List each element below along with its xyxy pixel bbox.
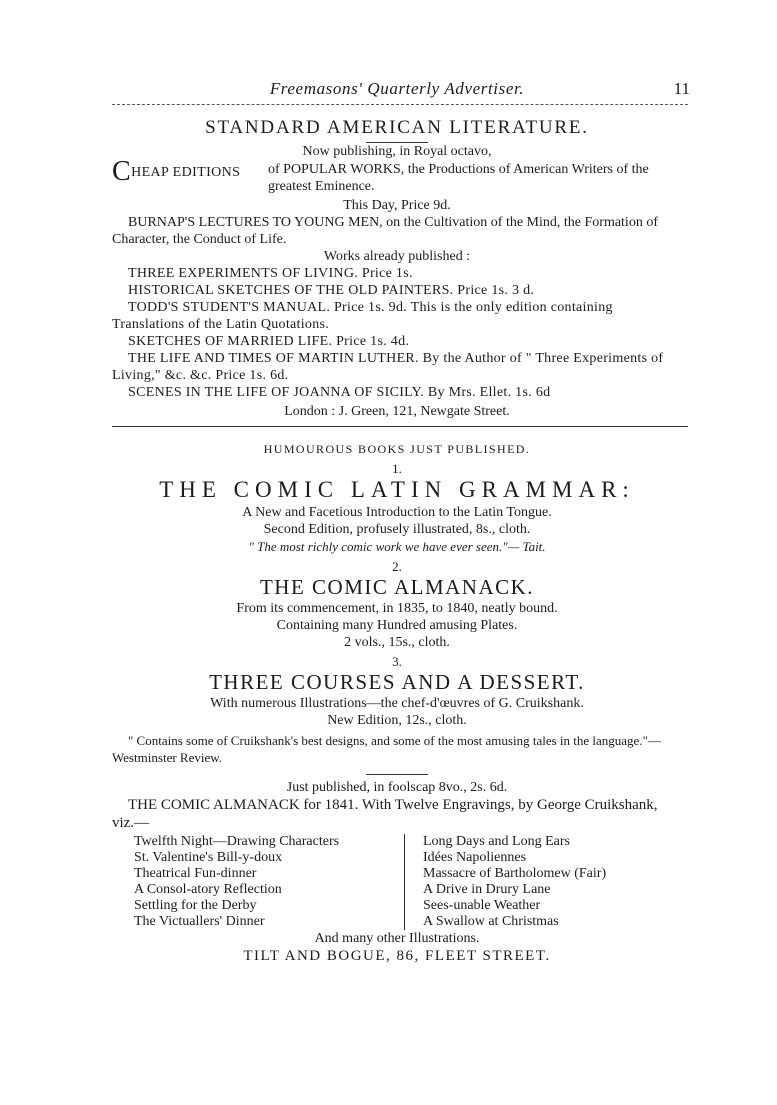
item-number: 2. [392,559,402,574]
comic-grammar-subtitle: A New and Facetious Introduction to the Latin Tongue. [242,505,552,520]
just-published-note: Just published, in foolscap 8vo., 2s. 6d. [286,780,508,795]
publishing-note: Now publishing, in Royal octavo, [302,144,492,159]
burnap-entry: BURNAP'S LECTURES TO YOUNG MEN, on the Cultivation of the Mind, the Formation of Character, the Conduct of Life. [112,215,658,247]
engraving-title: Settling for the Derby [134,898,257,913]
section-rule [112,426,688,427]
cheap-editions-label: HEAP EDITIONS [131,165,241,180]
engraving-title: Massacre of Bartholomew (Fair) [423,866,607,881]
book-entry: THREE EXPERIMENTS OF LIVING. Price 1s. [128,266,413,281]
almanack-1841-title: THE COMIC ALMANACK for 1841. With Twelve Engravings, by George Cruikshank, viz.— [112,797,658,831]
engraving-title: A Swallow at Christmas [423,914,559,929]
book-entry: TODD'S STUDENT'S MANUAL. Price 1s. 9d. This is the only edition containing Translations of the Latin Quotations. [112,300,613,332]
engraving-title: Idées Napoliennes [423,850,527,865]
comic-grammar-title: THE COMIC LATIN GRAMMAR: [159,477,635,502]
comic-grammar-edition: Second Edition, profusely illustrated, 8s., cloth. [263,522,531,537]
humourous-heading: HUMOUROUS BOOKS JUST PUBLISHED. [263,442,531,456]
green-publisher: London : J. Green, 121, Newgate Street. [284,404,510,419]
engraving-title: A Consol-atory Reflection [134,882,282,897]
running-title: Freemasons' Quarterly Advertiser. [269,79,525,98]
cheap-editions-block [112,156,682,195]
cheap-editions-lead [112,156,272,187]
courses-title: THREE COURSES AND A DESSERT. [209,670,585,694]
engraving-title: The Victuallers' Dinner [134,914,265,929]
book-entry: SCENES IN THE LIFE OF JOANNA OF SICILY. By Mrs. Ellet. 1s. 6d [128,385,551,400]
almanack-vols: 2 vols., 15s., cloth. [344,635,450,650]
standard-title: STANDARD AMERICAN LITERATURE. [205,117,589,138]
book-entry: THE LIFE AND TIMES OF MARTIN LUTHER. By the Author of " Three Experiments of Living," &c. &c. Price 1s. 6d. [112,351,664,383]
courses-edition: New Edition, 12s., cloth. [327,713,467,728]
engraving-title: Sees-unable Weather [423,898,541,913]
dropcap-c: C [112,156,132,187]
almanack-from: From its commencement, in 1835, to 1840, neatly bound. [236,601,558,616]
book-entry: SKETCHES OF MARRIED LIFE. Price 1s. 4d. [128,334,410,349]
this-day-note: This Day, Price 9d. [343,198,451,213]
engraving-title: Twelfth Night—Drawing Characters [134,834,340,849]
already-published-note: Works already published : [323,249,471,264]
almanack-title: THE COMIC ALMANACK. [259,575,535,599]
engraving-title: St. Valentine's Bill-y-doux [134,850,283,865]
engraving-title: A Drive in Drury Lane [423,882,551,897]
engravings-left-column [134,834,405,930]
cheap-editions-text: of POPULAR WORKS, the Productions of American Writers of the greatest Eminence. [268,162,649,194]
header-rule [112,104,688,105]
short-rule [366,774,428,775]
engraving-title: Long Days and Long Ears [423,834,570,849]
almanack-contains: Containing many Hundred amusing Plates. [276,618,518,633]
comic-grammar-quote: " The most richly comic work we have ever seen."— Tait. [248,539,546,554]
engravings-right-column [405,834,606,930]
running-head [112,78,690,104]
item-number: 3. [392,654,402,669]
engraving-title: Theatrical Fun-dinner [134,866,257,881]
courses-illustrations: With numerous Illustrations—the chef-d'œuvres of G. Cruikshank. [210,696,584,711]
book-entry: HISTORICAL SKETCHES OF THE OLD PAINTERS. Price 1s. 3 d. [128,283,535,298]
engravings-columns [134,834,682,930]
page-number: 11 [673,79,690,98]
item-number: 1. [392,461,402,476]
many-other-note: And many other Illustrations. [314,931,480,946]
tilt-bogue-publisher: TILT AND BOGUE, 86, FLEET STREET. [243,948,551,964]
courses-quote: " Contains some of Cruikshank's best designs, and some of the most amusing tales in the language."— Westminster Review. [112,733,661,765]
